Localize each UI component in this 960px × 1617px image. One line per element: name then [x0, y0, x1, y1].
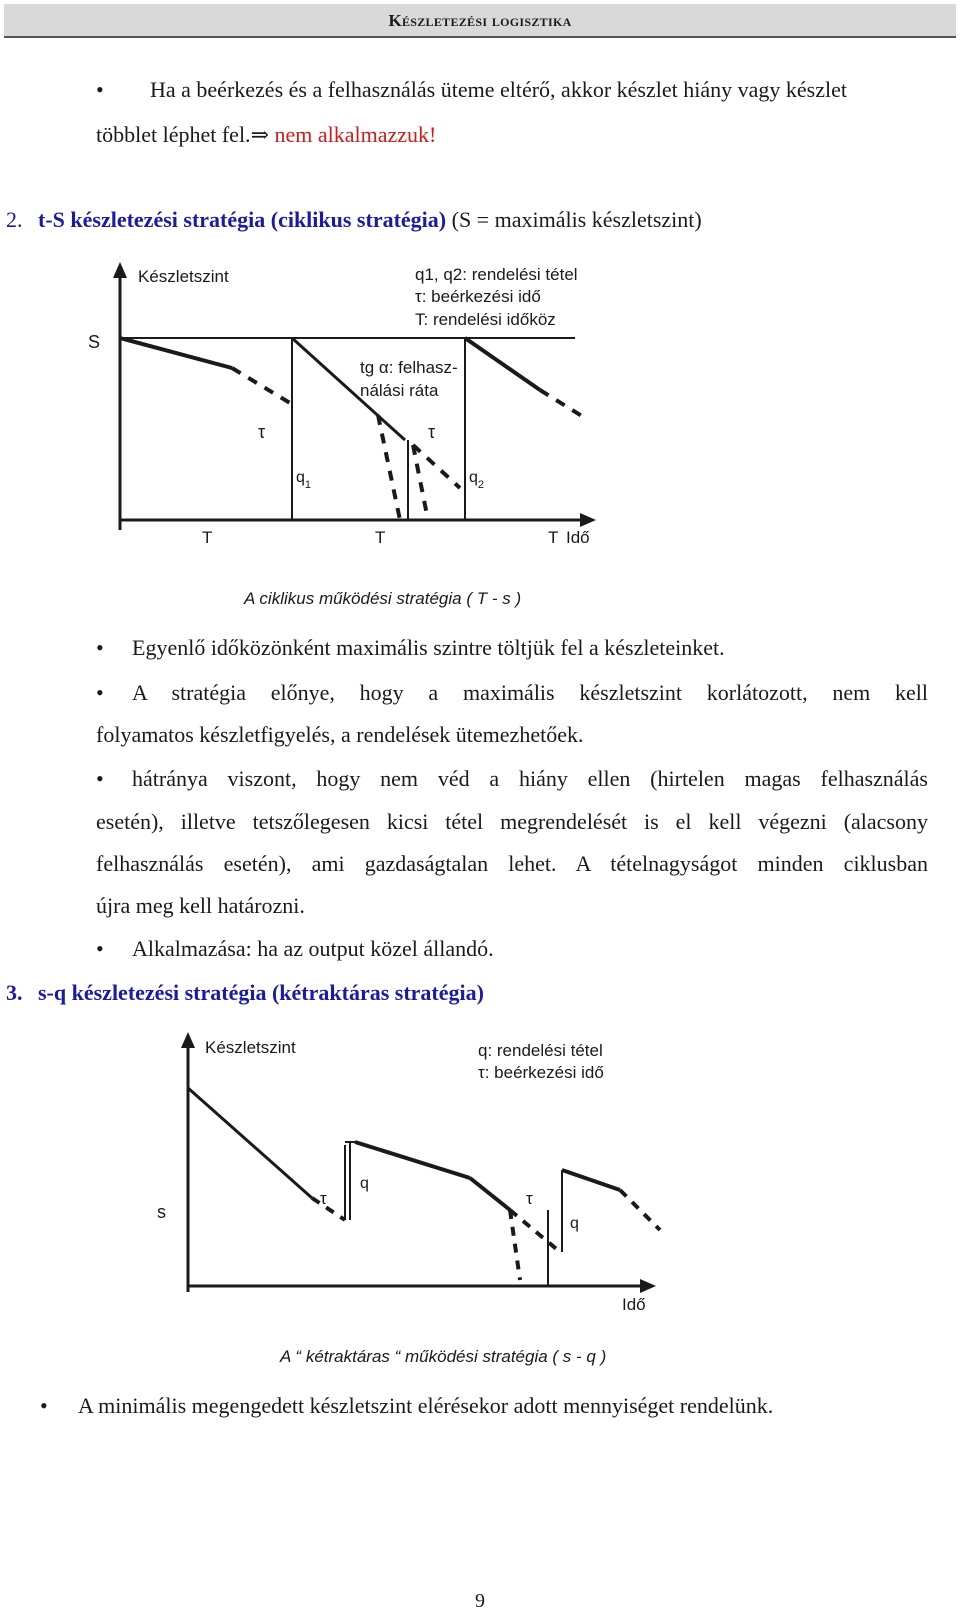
level-label-s: S	[88, 332, 101, 352]
page-number: 9	[475, 1590, 485, 1612]
level-label-s: s	[157, 1202, 166, 1222]
projected-depletion	[413, 445, 428, 520]
section-heading	[6, 971, 484, 1015]
tau-label: τ	[526, 1189, 533, 1208]
depletion-line	[562, 1170, 620, 1190]
depletion-line	[120, 338, 232, 368]
legend-line: q: rendelési tétel	[478, 1041, 603, 1060]
projected-depletion	[540, 390, 585, 418]
paragraph-line: esetén), illetve tetszőlegesen kicsi tétel megrendelését is el kell végezni (alacsony	[96, 809, 928, 834]
section-title: t-S készletezési stratégia (ciklikus stratégia)	[38, 207, 447, 232]
x-axis-label: Idő	[566, 528, 590, 547]
tau-label: τ	[428, 422, 436, 442]
depletion-line	[470, 1178, 510, 1210]
t-label: T	[375, 528, 386, 547]
legend-line: T: rendelési időköz	[415, 310, 556, 329]
depletion-line	[465, 338, 540, 390]
paragraph-line: felhasználás esetén), ami gazdaságtalan lehet. A tételnagyságot minden ciklusban	[96, 851, 928, 876]
projected-depletion	[510, 1210, 520, 1280]
figure-caption: A “ kétraktáras “ működési stratégia ( s - q )	[280, 1347, 607, 1366]
projected-depletion	[620, 1190, 660, 1230]
paragraph-line: hátránya viszont, hogy nem véd a hiány ellen (hirtelen magas felhasználás	[132, 766, 928, 791]
text-run: többlet léphet fel.	[96, 122, 251, 147]
paragraph-line: folyamatos készletfigyelés, a rendelések ütemezhetőek.	[96, 722, 584, 747]
projected-depletion	[312, 1198, 345, 1220]
x-axis-label: Idő	[622, 1295, 646, 1314]
t-label: T	[202, 528, 213, 547]
legend-line: τ: beérkezési idő	[478, 1063, 604, 1082]
section-number: 2.	[6, 207, 23, 232]
figure-ciklikus	[0, 240, 960, 620]
y-axis-label: Készletszint	[205, 1038, 296, 1057]
slope-annotation: nálási ráta	[360, 381, 439, 400]
projected-depletion	[232, 368, 290, 403]
projected-depletion	[413, 445, 460, 488]
bullet-dot: •	[40, 1393, 48, 1418]
tau-label: τ	[258, 422, 266, 442]
paragraph-line: A minimális megengedett készletszint elérésekor adott mennyiséget rendelünk.	[78, 1393, 774, 1418]
implies-arrow: ⇒	[250, 122, 269, 147]
y-axis-arrow	[113, 262, 127, 278]
paragraph-line: Alkalmazása: ha az output közel állandó.	[132, 936, 494, 961]
bullet-dot: •	[96, 77, 104, 102]
paragraph-line: Egyenlő időközönként maximális szintre töltjük fel a készleteinket.	[132, 635, 725, 660]
warning-text: nem alkalmazzuk!	[269, 122, 437, 147]
x-axis-arrow	[580, 513, 596, 527]
q-label: q	[570, 1215, 579, 1232]
paragraph-line: újra meg kell határozni.	[96, 893, 305, 918]
depletion-line	[355, 1142, 470, 1178]
section-title: s-q készletezési stratégia (kétraktáras stratégia)	[38, 980, 484, 1005]
legend-line: q1, q2: rendelési tétel	[415, 265, 578, 284]
slope-annotation: tg α: felhasz-	[360, 358, 458, 377]
bullet-dot: •	[96, 766, 104, 791]
figure-ketraktaras	[0, 1020, 960, 1380]
bullet-dot: •	[96, 680, 104, 705]
bullet-dot: •	[96, 635, 104, 660]
t-label: T	[548, 528, 559, 547]
figure-caption: A ciklikus működési stratégia ( T - s )	[244, 589, 522, 608]
paragraph-line	[96, 113, 436, 157]
x-axis-arrow	[640, 1279, 656, 1293]
section-suffix: (S = maximális készletszint)	[446, 207, 702, 232]
section-heading	[6, 198, 702, 242]
q2-label: $q_2$	[469, 469, 485, 491]
depletion-line	[188, 1088, 312, 1198]
paragraph-line: Ha a beérkezés és a felhasználás üteme eltérő, akkor készlet hiány vagy készlet	[150, 77, 847, 102]
legend-line: τ: beérkezési idő	[415, 287, 541, 306]
bullet-dot: •	[96, 936, 104, 961]
tau-label: τ	[320, 1189, 327, 1208]
y-axis-label: Készletszint	[138, 267, 229, 286]
running-header: Készletezési logisztika	[4, 4, 956, 38]
section-number: 3.	[6, 980, 23, 1005]
q-label: q	[360, 1175, 369, 1192]
paragraph-line: A stratégia előnye, hogy a maximális készletszint korlátozott, nem kell	[132, 680, 928, 705]
q1-label: $q_1$	[296, 469, 312, 491]
y-axis-arrow	[181, 1032, 195, 1048]
projected-depletion	[510, 1210, 560, 1252]
